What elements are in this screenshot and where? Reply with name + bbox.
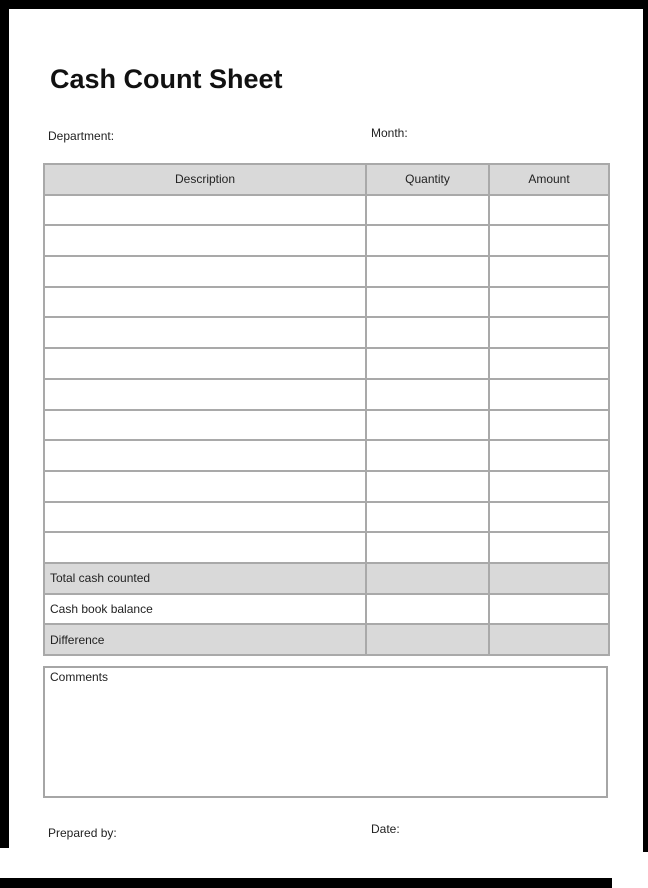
quantity-cell: [366, 225, 489, 256]
table-row: [44, 379, 609, 410]
department-label: Department:: [48, 129, 115, 143]
table-header-amount: Amount: [489, 164, 609, 195]
description-cell: [44, 440, 366, 471]
quantity-cell: [366, 532, 489, 563]
table-row: [44, 410, 609, 441]
quantity-cell: [366, 256, 489, 287]
table-row: [44, 532, 609, 563]
amount-cell: [489, 624, 609, 655]
description-cell: [44, 225, 366, 256]
amount-cell: [489, 440, 609, 471]
prepared-by-label: Prepared by:: [48, 826, 117, 840]
page-frame-left: [0, 0, 9, 848]
page-frame-bottom: [0, 878, 612, 888]
quantity-cell: [366, 594, 489, 625]
comments-box: [43, 666, 608, 798]
cash-count-table: [43, 163, 610, 656]
quantity-cell: [366, 563, 489, 594]
description-cell: [44, 195, 366, 226]
description-cell: [44, 471, 366, 502]
amount-cell: [489, 287, 609, 318]
quantity-cell: [366, 410, 489, 441]
amount-cell: [489, 563, 609, 594]
comments-label: Comments: [50, 670, 109, 684]
table-row: [44, 471, 609, 502]
table-row: [44, 502, 609, 533]
amount-cell: [489, 502, 609, 533]
summary-label-cell: Cash book balance: [44, 594, 366, 625]
table-row: [44, 317, 609, 348]
summary-row: [44, 563, 609, 594]
page-title: Cash Count Sheet: [50, 64, 283, 94]
quantity-cell: [366, 440, 489, 471]
table-header-row: [44, 164, 609, 195]
description-cell: [44, 502, 366, 533]
summary-row: [44, 594, 609, 625]
date-label: Date:: [371, 822, 400, 836]
page-frame-top: [0, 0, 648, 9]
summary-label-cell: Difference: [44, 624, 366, 655]
quantity-cell: [366, 624, 489, 655]
amount-cell: [489, 317, 609, 348]
month-label: Month:: [371, 126, 408, 140]
amount-cell: [489, 410, 609, 441]
description-cell: [44, 532, 366, 563]
description-cell: [44, 256, 366, 287]
quantity-cell: [366, 502, 489, 533]
amount-cell: [489, 225, 609, 256]
amount-cell: [489, 594, 609, 625]
amount-cell: [489, 256, 609, 287]
amount-cell: [489, 348, 609, 379]
table-row: [44, 440, 609, 471]
table-row: [44, 256, 609, 287]
quantity-cell: [366, 287, 489, 318]
quantity-cell: [366, 348, 489, 379]
table-row: [44, 287, 609, 318]
amount-cell: [489, 379, 609, 410]
summary-label-cell: Total cash counted: [44, 563, 366, 594]
table-header-quantity: Quantity: [366, 164, 489, 195]
description-cell: [44, 379, 366, 410]
table-row: [44, 348, 609, 379]
amount-cell: [489, 195, 609, 226]
description-cell: [44, 287, 366, 318]
table-row: [44, 195, 609, 226]
table-header-description: Description: [44, 164, 366, 195]
quantity-cell: [366, 471, 489, 502]
table-row: [44, 225, 609, 256]
summary-row: [44, 624, 609, 655]
quantity-cell: [366, 379, 489, 410]
description-cell: [44, 348, 366, 379]
amount-cell: [489, 471, 609, 502]
quantity-cell: [366, 317, 489, 348]
description-cell: [44, 410, 366, 441]
description-cell: [44, 317, 366, 348]
page-frame-right: [643, 0, 648, 852]
quantity-cell: [366, 195, 489, 226]
amount-cell: [489, 532, 609, 563]
